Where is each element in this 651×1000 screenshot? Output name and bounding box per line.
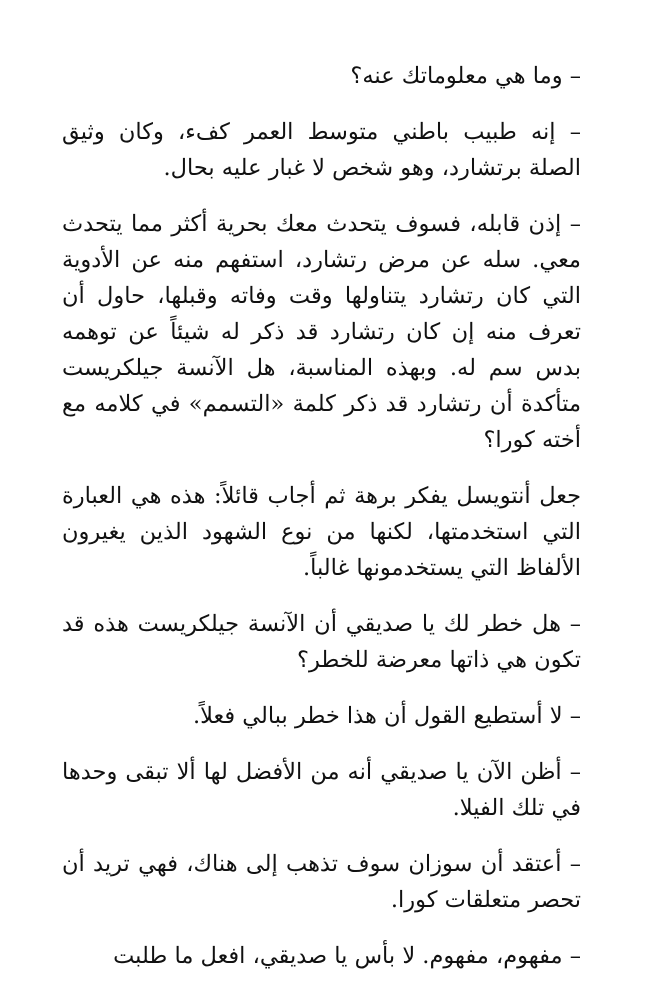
dialogue-paragraph-3: – إذن قابله، فسوف يتحدث معك بحرية أكثر مما يتحدث معي. سله عن مرض رتشارد، استفهم منه عن الأدوية التي كان رتشارد يتناولها وقت وفاته وقبلها، حاول أن تعرف منه إن كان رتشارد قد ذكر له شيئاً عن توهمه بدس سم له. وبهذه المناسبة، هل الآنسة جيلكريست متأكدة أن رتشارد قد ذكر كلمة «التسمم» في كلامه مع أخته كورا؟ xyxy=(62,211,581,453)
dialogue-paragraph-1: – وما هي معلوماتك عنه؟ xyxy=(350,63,581,89)
dialogue-paragraph-7: – أظن الآن يا صديقي أنه من الأفضل لها ألا تبقى وحدها في تلك الفيلا. xyxy=(62,759,581,821)
dialogue-paragraph-6: – لا أستطيع القول أن هذا خطر ببالي فعلاً. xyxy=(192,703,581,729)
dialogue-paragraph-2: – إنه طبيب باطني متوسط العمر كفء، وكان وثيق الصلة برتشارد، وهو شخص لا غبار عليه بحال. xyxy=(62,119,581,181)
dialogue-paragraph-8: – أعتقد أن سوزان سوف تذهب إلى هناك، فهي تريد أن تحصر متعلقات كورا. xyxy=(62,851,581,913)
dialogue-paragraph-9: – مفهوم، مفهوم. لا بأس يا صديقي، افعل ما طلبت xyxy=(113,943,581,969)
narration-paragraph: جعل أنتويسل يفكر برهة ثم أجاب قائلاً: هذه هي العبارة التي استخدمتها، لكنها من نوع الشهود الذين يغيرون الألفاظ التي يستخدمونها غالباً. xyxy=(62,483,581,581)
dialogue-paragraph-5: – هل خطر لك يا صديقي أن الآنسة جيلكريست هذه قد تكون هي ذاتها معرضة للخطر؟ xyxy=(62,611,581,673)
